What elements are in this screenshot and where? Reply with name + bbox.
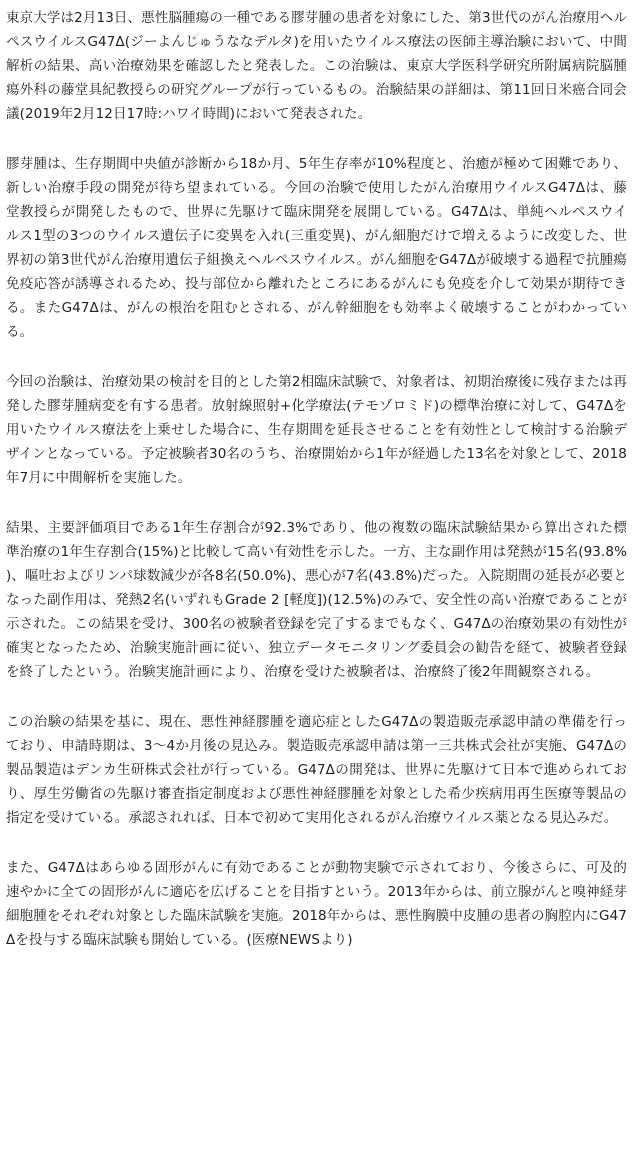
paragraph-announcement: 東京大学は2月13日、悪性脳腫瘍の一種である膠芽腫の患者を対象にした、第3世代のがん治療用ヘルペスウイルスG47Δ(ジーよんじゅうななデルタ)を用いたウイルス療法の医師主導治験において、中間解析の結果、高い治療効果を確認したと発表した。この治験は、東京大学医科学研究所附属病院脳腫瘍外科の藤堂具紀教授らの研究グループが行っているもの。治験結果の詳細は、第11回日米癌合同会議(2019年2月12日17時:ハワイ時間)において発表された。 xyxy=(6,10,627,122)
paragraph-approval-application: この治験の結果を基に、現在、悪性神経膠腫を適応症としたG47Δの製造販売承認申請の準備を行っており、申請時期は、3～4か月後の見込み。製造販売承認申請は第一三共株式会社が実施、G47Δの製品製造はデンカ生研株式会社が行っている。G47Δの開発は、世界に先駆けて日本で進められており、厚生労働省の先駆け審査指定制度および悪性神経膠腫を対象とした希少疾病用再生医療等製品の指定を受けている。承認されれば、日本で初めて実用化されるがん治療ウイルス薬となる見込みだ。 xyxy=(6,714,627,826)
paragraph-trial-design: 今回の治験は、治療効果の検討を目的とした第2相臨床試験で、対象者は、初期治療後に残存または再発した膠芽腫病変を有する患者。放射線照射+化学療法(テモゾロミド)の標準治療に対して、G47Δを用いたウイルス療法を上乗せした場合に、生存期間を延長させることを有効性として検討する治験デザインとなっている。予定被験者30名のうち、治療開始から1年が経過した13名を対象として、2018年7月に中間解析を実施した。 xyxy=(6,374,627,486)
paragraph-results: 結果、主要評価項目である1年生存割合が92.3%であり、他の複数の臨床試験結果から算出された標準治療の1年生存割合(15%)と比較して高い有効性を示した。一方、主な副作用は発熱が15名(93.8%)、嘔吐およびリンパ球数減少が各8名(50.0%)、悪心が7名(43.8%)だった。入院期間の延長が必要となった副作用は、発熱2名(いずれもGrade 2 [軽度])(12.5%)のみで、安全性の高い治療であることが示された。この結果を受け、300名の被験者登録を完了するまでもなく、G47Δの治療効果の有効性が確実となったため、治験実施計画に従い、独立データモニタリング委員会の勧告を経て、被験者登録を終了したという。治験実施計画により、治療を受けた被験者は、治療終了後2年間観察される。 xyxy=(6,520,627,680)
paragraph-glioblastoma-background: 膠芽腫は、生存期間中央値が診断から18か月、5年生存率が10%程度と、治癒が極めて困難であり、新しい治療手段の開発が待ち望まれている。今回の治験で使用したがん治療用ウイルスG47Δは、藤堂教授らが開発したもので、世界に先駆けて臨床開発を展開している。G47Δは、単純ヘルペスウイルス1型の3つのウイルス遺伝子に変異を入れ(三重変異)、がん細胞だけで増えるように改変した、世界初の第3世代がん治療用遺伝子組換えヘルペスウイルス。がん細胞をG47Δが破壊する過程で抗腫瘍免疫応答が誘導されるため、投与部位から離れたところにあるがんにも免疫を介して効果が期待できる。またG47Δは、がんの根治を阻むとされる、がん幹細胞をも効率よく破壊することがわかっている。 xyxy=(6,156,627,340)
paragraph-future-plans: また、G47Δはあらゆる固形がんに有効であることが動物実験で示されており、今後さらに、可及的速やかに全ての固形がんに適応を広げることを目指すという。2013年からは、前立腺がんと嗅神経芽細胞腫をそれぞれ対象とした臨床試験を実施。2018年からは、悪性胸膜中皮腫の患者の胸腔内にG47Δを投与する臨床試験も開始している。(医療NEWSより) xyxy=(6,860,627,948)
